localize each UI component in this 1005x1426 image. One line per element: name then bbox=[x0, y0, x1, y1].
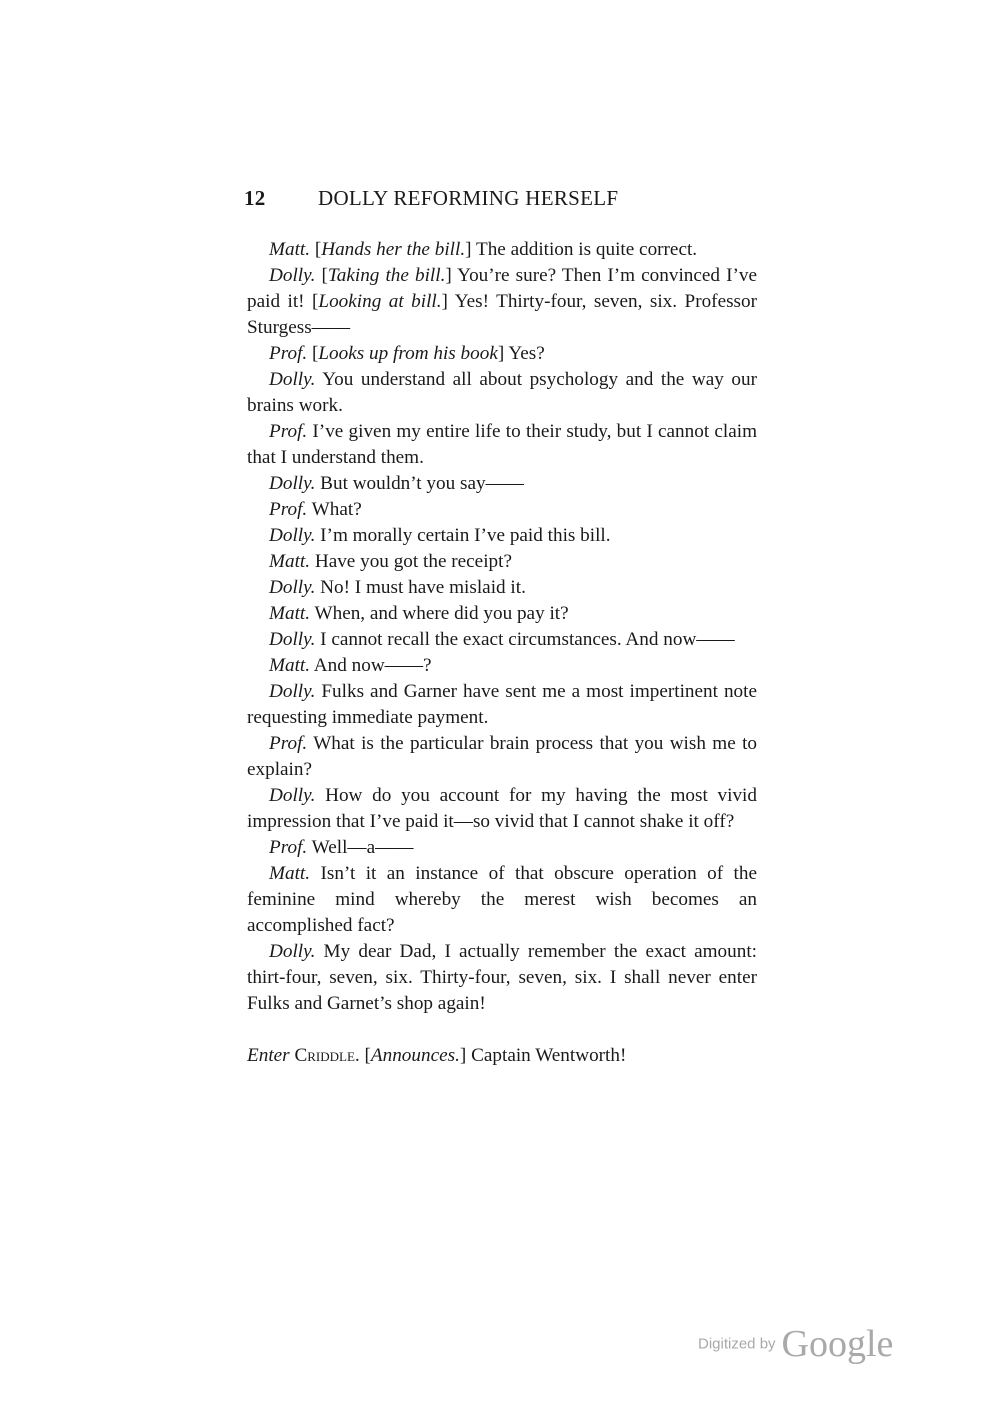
speaker-name: Matt. bbox=[269, 603, 311, 624]
speaker-name: Prof. bbox=[269, 733, 308, 754]
speech-text: The addition is quite correct. bbox=[471, 239, 698, 260]
speech-text: When, and where did you pay it? bbox=[310, 603, 569, 624]
bracket-open: [ bbox=[364, 1045, 371, 1066]
speaker-name: Dolly. bbox=[269, 785, 316, 806]
watermark-prefix: Digitized by bbox=[698, 1335, 776, 1353]
speech-text: [ bbox=[315, 265, 328, 286]
speech-text: What is the particular brain process that you wish me to explain? bbox=[247, 733, 757, 780]
speech-text: Have you got the receipt? bbox=[310, 551, 512, 572]
speech-text: What? bbox=[307, 499, 362, 520]
dialogue-line bbox=[247, 575, 757, 601]
dialogue-body bbox=[247, 237, 757, 1069]
speech-text: My dear Dad, I actually remember the exact amount: thirt-four, seven, six. Thirty-four, seven, six. I shall never enter Fulks and Garnet’s shop again! bbox=[247, 941, 757, 1014]
stage-direction: Looking at bill. bbox=[318, 291, 442, 312]
speech-text: Isn’t it an instance of that obscure operation of the feminine mind whereby the merest wish becomes an accomplished fact? bbox=[247, 863, 757, 936]
running-header bbox=[244, 186, 764, 211]
stage-direction: Taking the bill. bbox=[327, 265, 446, 286]
dialogue-line bbox=[247, 419, 757, 471]
speech-text: ] bbox=[465, 239, 472, 260]
speaker-name: Dolly. bbox=[269, 369, 316, 390]
dialogue-line bbox=[247, 367, 757, 419]
dialogue-lines bbox=[247, 237, 757, 1017]
speech-text: No! I must have mislaid it. bbox=[315, 577, 526, 598]
speech-text: And now——? bbox=[310, 655, 432, 676]
announces-direction: Announces. bbox=[370, 1045, 460, 1066]
speaker-name: Matt. bbox=[269, 239, 311, 260]
speaker-name: Dolly. bbox=[269, 629, 316, 650]
speech-text: I cannot recall the exact circumstances. And now—— bbox=[315, 629, 735, 650]
dialogue-line bbox=[247, 731, 757, 783]
speaker-name: Prof. bbox=[269, 343, 308, 364]
dialogue-line bbox=[247, 471, 757, 497]
speech-text: ] Yes? bbox=[497, 343, 545, 364]
running-title: DOLLY REFORMING HERSELF bbox=[318, 186, 619, 210]
stage-direction: Looks up from his book bbox=[318, 343, 498, 364]
speech-text: You understand all about psychology and the way our brains work. bbox=[247, 369, 757, 416]
enter-word: Enter bbox=[247, 1045, 290, 1066]
announcement-speech: Captain Wentworth! bbox=[471, 1045, 627, 1066]
speaker-name: Dolly. bbox=[269, 577, 316, 598]
speaker-name: Prof. bbox=[269, 421, 308, 442]
dialogue-line bbox=[247, 601, 757, 627]
speech-text: Well—a—— bbox=[307, 837, 414, 858]
speaker-name: Dolly. bbox=[269, 941, 316, 962]
dialogue-line bbox=[247, 497, 757, 523]
speech-text: ] Yes! Thirty-four, seven, six. Professor Sturgess—— bbox=[247, 291, 757, 338]
dialogue-line bbox=[247, 679, 757, 731]
speaker-name: Matt. bbox=[269, 551, 311, 572]
dialogue-line bbox=[247, 549, 757, 575]
speech-text: [ bbox=[307, 343, 319, 364]
entering-character: Criddle. bbox=[294, 1045, 360, 1066]
speaker-name: Prof. bbox=[269, 499, 308, 520]
dialogue-line bbox=[247, 783, 757, 835]
speaker-name: Dolly. bbox=[269, 473, 316, 494]
speech-text: How do you account for my having the most vivid impression that I’ve paid it—so vivid that I cannot shake it off? bbox=[247, 785, 757, 832]
speech-text: [ bbox=[314, 239, 322, 260]
speaker-name: Dolly. bbox=[269, 525, 316, 546]
page-number: 12 bbox=[244, 186, 266, 210]
digitized-watermark bbox=[698, 1322, 893, 1366]
speech-text: I’m morally certain I’ve paid this bill. bbox=[315, 525, 611, 546]
bracket-close: ] bbox=[459, 1045, 467, 1066]
speech-text: But wouldn’t you say—— bbox=[315, 473, 524, 494]
dialogue-line bbox=[247, 835, 757, 861]
dialogue-line bbox=[247, 237, 757, 263]
watermark-logo: Google bbox=[781, 1323, 894, 1365]
speaker-name: Dolly. bbox=[269, 681, 316, 702]
speech-text: I’ve given my entire life to their study, but I cannot claim that I understand them. bbox=[247, 421, 757, 468]
speaker-name: Matt. bbox=[269, 655, 311, 676]
dialogue-line bbox=[247, 653, 757, 679]
dialogue-line bbox=[247, 523, 757, 549]
dialogue-line bbox=[247, 263, 757, 341]
dialogue-line bbox=[247, 627, 757, 653]
speaker-name: Prof. bbox=[269, 837, 308, 858]
stage-direction: Hands her the bill. bbox=[321, 239, 466, 260]
speech-text: Fulks and Garner have sent me a most impertinent note requesting immediate payment. bbox=[247, 681, 757, 728]
speaker-name: Matt. bbox=[269, 863, 311, 884]
dialogue-line bbox=[247, 341, 757, 367]
speech-text: ] You’re sure? Then I’m convinced I’ve paid it! [ bbox=[247, 265, 757, 312]
dialogue-line bbox=[247, 939, 757, 1017]
stage-direction-entrance bbox=[247, 1043, 757, 1069]
speaker-name: Dolly. bbox=[269, 265, 316, 286]
dialogue-line bbox=[247, 861, 757, 939]
